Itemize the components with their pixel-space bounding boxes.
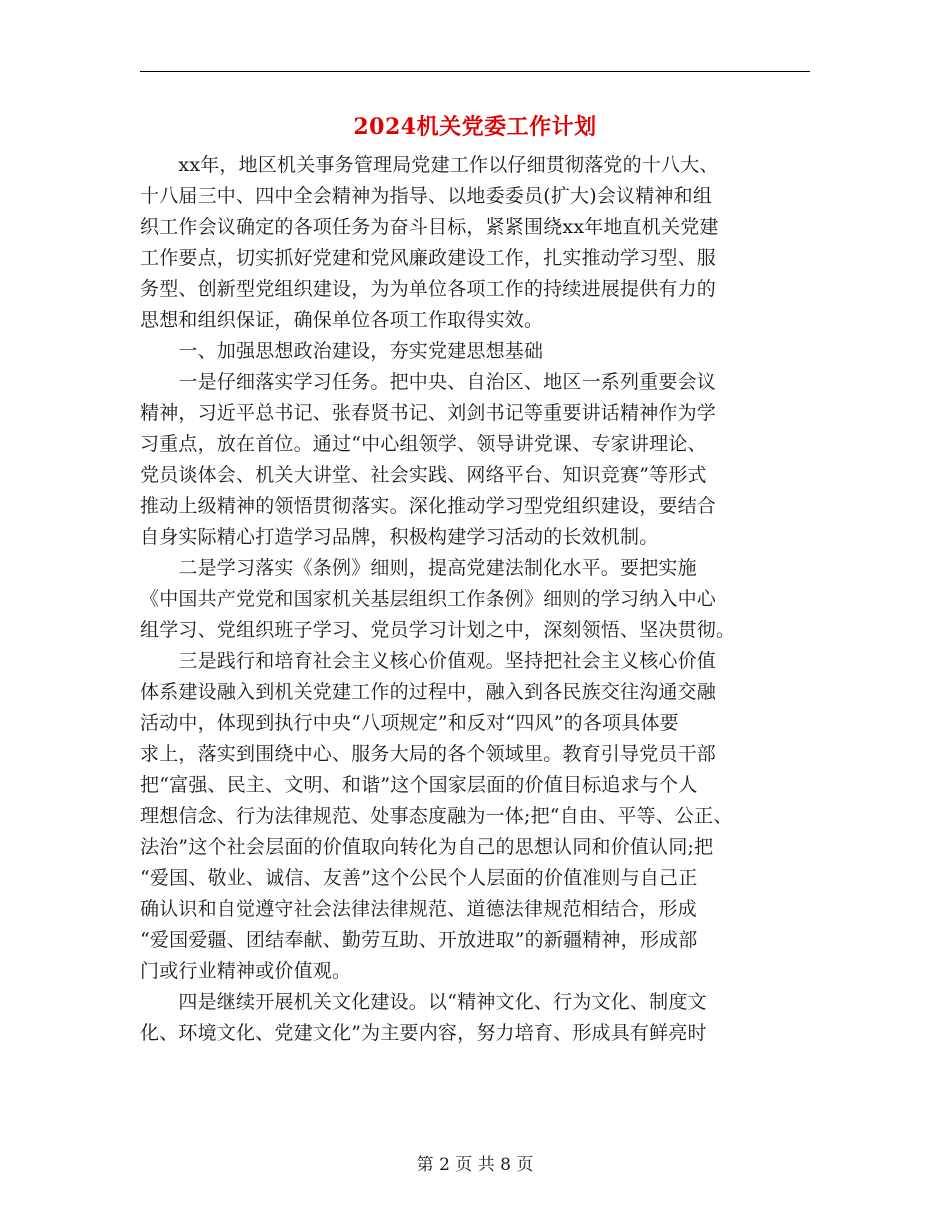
body-line: 习重点，放在首位。通过“中心组领学、领导讲党课、专家讲理论、 xyxy=(140,433,707,455)
body-line: 工作要点，切实抓好党建和党风廉政建设工作，扎实推动学习型、服 xyxy=(140,247,717,269)
body-line: 精神，习近平总书记、张春贤书记、刘剑书记等重要讲话精神作为学 xyxy=(140,402,717,424)
body-line: 思想和组织保证，确保单位各项工作取得实效。 xyxy=(140,309,544,331)
body-line: 二是学习落实《条例》细则，提高党建法制化水平。要把实施 xyxy=(140,557,697,579)
body-line: 四是继续开展机关文化建设。以“精神文化、行为文化、制度文 xyxy=(140,991,707,1013)
body-line: 法治”这个社会层面的价值取向转化为自己的思想认同和价值认同;把 xyxy=(140,836,714,858)
body-line: “爱国、敬业、诚信、友善”这个公民个人层面的价值准则与自己正 xyxy=(140,867,698,889)
body-line: 化、环境文化、党建文化”为主要内容，努力培育、形成具有鲜亮时 xyxy=(140,1022,707,1044)
body-line: 《中国共产党党和国家机关基层组织工作条例》细则的学习纳入中心 xyxy=(140,588,717,610)
body-line: 确认识和自觉遵守社会法律法律规范、道德法律规范相结合，形成 xyxy=(140,898,697,920)
body-line: 一、加强思想政治建设，夯实党建思想基础 xyxy=(140,340,544,362)
document-body xyxy=(140,150,820,1049)
body-line: 体系建设融入到机关党建工作的过程中，融入到各民族交往沟通交融 xyxy=(140,681,717,703)
body-line: xx年，地区机关事务管理局党建工作以仔细贯彻落党的十八大、 xyxy=(140,154,719,176)
body-line: 推动上级精神的领悟贯彻落实。深化推动学习型党组织建设，要结合 xyxy=(140,495,717,517)
body-line: 活动中，体现到执行中央“八项规定”和反对“四风”的各项具体要 xyxy=(140,712,679,734)
body-line: “爱国爱疆、团结奉献、勤劳互助、开放进取”的新疆精神，形成部 xyxy=(140,929,698,951)
body-line: 理想信念、行为法律规范、处事态度融为一体;把“自由、平等、公正、 xyxy=(140,805,733,827)
body-line: 组学习、党组织班子学习、党员学习计划之中，深刻领悟、坚决贯彻。 xyxy=(140,619,736,641)
body-line: 自身实际精心打造学习品牌，积极构建学习活动的长效机制。 xyxy=(140,526,659,548)
body-line: 把“富强、民主、文明、和谐”这个国家层面的价值目标追求与个人 xyxy=(140,774,698,796)
page-number-footer: 第 2 页 共 8 页 xyxy=(416,1155,534,1175)
body-line: 门或行业精神或价值观。 xyxy=(140,960,352,982)
header-rule xyxy=(140,71,810,72)
body-line: 一是仔细落实学习任务。把中央、自治区、地区一系列重要会议 xyxy=(140,371,717,393)
body-line: 党员谈体会、机关大讲堂、社会实践、网络平台、知识竞赛”等形式 xyxy=(140,464,707,486)
document-title: 2024机关党委工作计划 xyxy=(353,114,597,140)
body-line: 三是践行和培育社会主义核心价值观。坚持把社会主义核心价值 xyxy=(140,650,717,672)
body-line: 务型、创新型党组织建设，为为单位各项工作的持续进展提供有力的 xyxy=(140,278,717,300)
body-line: 求上，落实到围绕中心、服务大局的各个领域里。教育引导党员干部 xyxy=(140,743,717,765)
body-line: 织工作会议确定的各项任务为奋斗目标，紧紧围绕xx年地直机关党建 xyxy=(140,216,719,238)
body-line: 十八届三中、四中全会精神为指导、以地委委员(扩大)会议精神和组 xyxy=(140,185,713,207)
